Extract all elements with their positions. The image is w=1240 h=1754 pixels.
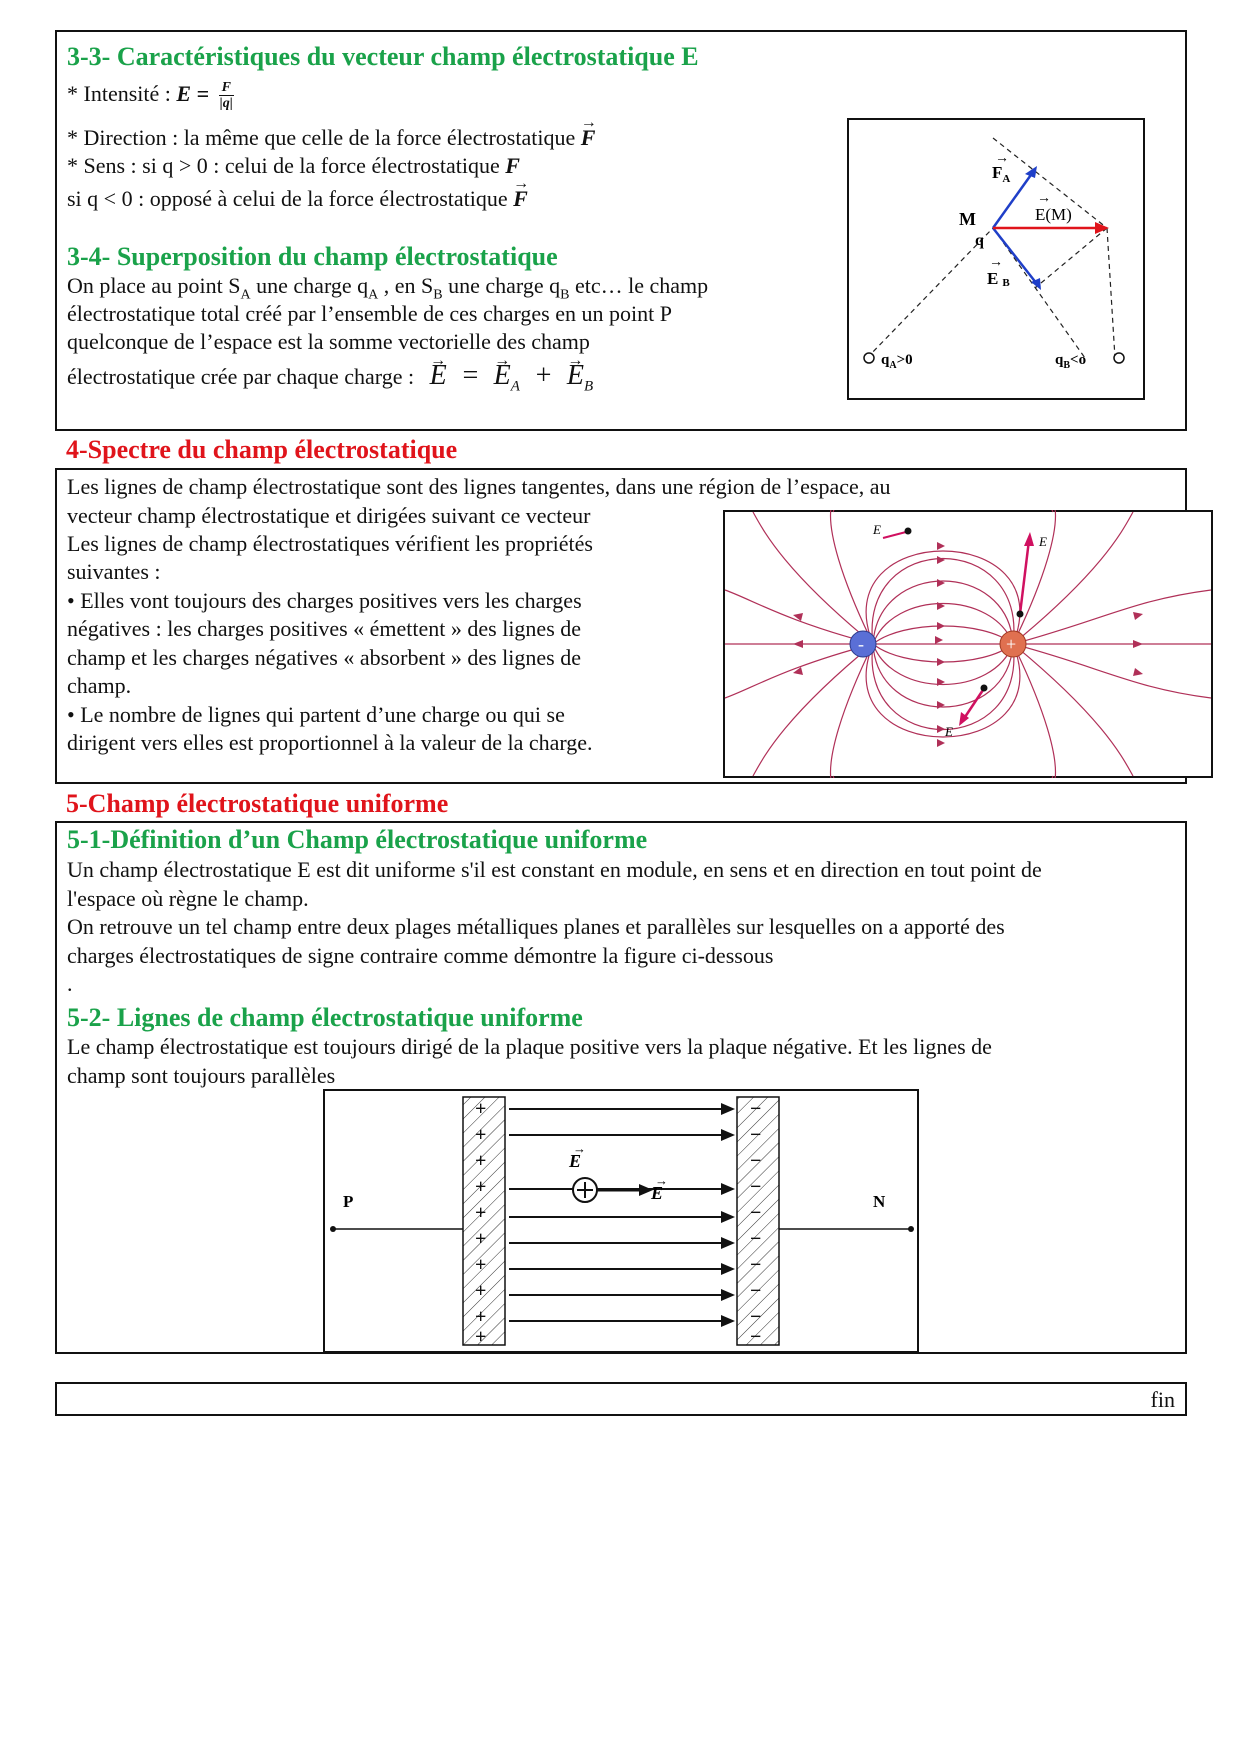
plus-sign: + <box>533 360 553 391</box>
svg-text:+: + <box>475 1228 487 1250</box>
intensity-fraction <box>219 80 234 111</box>
label-n: N <box>873 1192 886 1211</box>
section-3-3-title-text: 3-3- Caractéristiques du vecteur champ électrostatique E <box>67 42 699 71</box>
svg-text:+: + <box>475 1124 487 1146</box>
charge-qb-point <box>1114 353 1124 363</box>
superposition-line-4 <box>67 362 593 401</box>
direction-line <box>67 124 595 153</box>
negative-charge-sign: - <box>858 634 864 654</box>
intensity-label: * Intensité : <box>67 81 171 106</box>
superposition-diagram <box>847 118 1145 400</box>
direction-text: * Direction : la même que celle de la force électrostatique <box>67 125 576 150</box>
point-3 <box>981 685 988 692</box>
definition-line-3: charges électrostatiques de signe contraire comme démontre la figure ci-dessous <box>67 943 774 968</box>
text-fragment: une charge q <box>250 273 369 298</box>
section-4-box <box>55 468 1187 784</box>
plates-frame <box>324 1090 918 1352</box>
spectrum-line-4: • Elles vont toujours des charges positives vers les charges <box>67 588 582 613</box>
subscript-b: B <box>583 378 594 395</box>
terminal-p <box>330 1226 336 1232</box>
svg-text:−: − <box>750 1098 762 1120</box>
label-e-arrow: → <box>573 1141 586 1156</box>
label-e-2: E <box>1039 534 1047 549</box>
point-1 <box>905 528 912 535</box>
label-q: q <box>975 232 984 249</box>
definition-line-0: Un champ électrostatique E est dit uniforme s'il est constant en module, en sens et en direction en tout point de <box>67 857 1042 882</box>
vector-f-symbol: F → <box>581 124 596 153</box>
vector-e-a: E → <box>494 362 511 391</box>
vector-f-symbol: F → <box>513 185 528 214</box>
intensity-formula: E = <box>176 81 210 106</box>
superposition-text: électrostatique crée par chaque charge : <box>67 364 415 389</box>
subscript: B <box>433 287 443 303</box>
spectrum-line-0: Les lignes de champ électrostatique sont des lignes tangentes, dans une région de l’espace, au <box>67 474 891 499</box>
svg-text:+: + <box>475 1306 487 1328</box>
uniform-line-0: Le champ électrostatique est toujours dirigé de la plaque positive vers la plaque négative. Et les lignes de <box>67 1034 992 1059</box>
intensity-line <box>67 80 234 111</box>
label-fa: $F_A$ <box>992 163 1011 185</box>
svg-text:−: − <box>750 1306 762 1328</box>
section-3-4-title-text: 3-4- Superposition du champ électrostatique <box>67 242 558 271</box>
text-fragment: une charge q <box>442 273 561 298</box>
svg-text:+: + <box>475 1150 487 1172</box>
fraction-numerator: F <box>219 80 234 96</box>
force-f-symbol: F <box>505 153 520 178</box>
svg-text:−: − <box>750 1150 762 1172</box>
superposition-line-3: quelconque de l’espace est la somme vectorielle des champ <box>67 329 590 354</box>
svg-text:−: − <box>750 1254 762 1276</box>
terminal-n <box>908 1226 914 1232</box>
section-4-title: 4-Spectre du champ électrostatique <box>66 435 458 464</box>
label-e-1: E <box>873 522 881 537</box>
sens-line <box>67 152 520 181</box>
sens-text: * Sens : si q > 0 : celui de la force électrostatique <box>67 153 500 178</box>
svg-text:+: + <box>475 1098 487 1120</box>
vector-e-b: E → <box>567 362 584 391</box>
text-fragment: etc… le champ <box>569 273 709 298</box>
footer-box <box>55 1382 1187 1416</box>
definition-line-2: On retrouve un tel champ entre deux plages métalliques planes et parallèles sur lesquelles on a apporté des <box>67 914 1005 939</box>
spectrum-line-9: dirigent vers elles est proportionnel à la valeur de la charge. <box>67 730 593 755</box>
svg-text:−: − <box>750 1202 762 1224</box>
charge-qa-point <box>864 353 874 363</box>
footer-text: fin <box>1150 1387 1175 1412</box>
superposition-formula <box>429 360 594 395</box>
equals-sign: = <box>460 360 480 391</box>
svg-text:+: + <box>475 1176 487 1198</box>
svg-text:−: − <box>750 1176 762 1198</box>
spectrum-line-1: vecteur champ électrostatique et dirigées suivant ce vecteur <box>67 503 591 528</box>
label-force-vector: E <box>651 1183 664 1203</box>
label-e-field: E <box>569 1151 582 1171</box>
uniform-field-diagram <box>323 1089 919 1353</box>
text-fragment: On place au point S <box>67 273 241 298</box>
label-em: E(M) <box>1035 205 1072 224</box>
fraction-denominator: |q| <box>219 96 233 112</box>
svg-text:−: − <box>750 1326 762 1348</box>
svg-text:−: − <box>750 1124 762 1146</box>
svg-text:−: − <box>750 1280 762 1302</box>
label-force-arrow: → <box>655 1173 668 1188</box>
point-2 <box>1017 611 1024 618</box>
label-qb: $q_B<o$ <box>1055 352 1087 371</box>
section-5-box <box>55 821 1187 1354</box>
label-e-3: E <box>945 724 953 739</box>
uniform-line-1: champ sont toujours parallèles <box>67 1063 336 1088</box>
superposition-line-2: électrostatique total créé par l’ensemble de ces charges en un point P <box>67 301 672 326</box>
definition-line-4: . <box>67 971 73 996</box>
section-5-1-title: 5-1-Définition d’un Champ électrostatique uniforme <box>67 825 648 854</box>
subscript: A <box>240 287 251 303</box>
subscript: A <box>368 287 379 303</box>
svg-text:+: + <box>475 1202 487 1224</box>
label-qa: $q_A>0$ <box>881 352 913 371</box>
spectrum-line-8: • Le nombre de lignes qui partent d’une charge ou qui se <box>67 702 565 727</box>
spectrum-line-6: champ et les charges négatives « absorbent » des lignes de <box>67 645 581 670</box>
label-eb-arrow: → <box>989 255 1003 270</box>
label-eb: E B <box>987 269 1010 289</box>
svg-text:−: − <box>750 1228 762 1250</box>
dipole-field-diagram <box>723 510 1213 778</box>
label-em-arrow: → <box>1037 191 1051 206</box>
section-3-4-title <box>67 242 558 272</box>
spectrum-line-3: suivantes : <box>67 559 161 584</box>
svg-text:+: + <box>475 1326 487 1348</box>
section-3-box <box>55 30 1187 431</box>
definition-line-1: l'espace où règne le champ. <box>67 886 309 911</box>
sens-negative-line <box>67 185 528 214</box>
svg-text:+: + <box>475 1280 487 1302</box>
spectrum-line-5: négatives : les charges positives « émettent » des lignes de <box>67 616 582 641</box>
section-5-title: 5-Champ électrostatique uniforme <box>66 789 449 818</box>
svg-text:+: + <box>475 1254 487 1276</box>
spectrum-line-7: champ. <box>67 673 132 698</box>
subscript-a: A <box>510 378 520 395</box>
label-m: M <box>959 209 976 229</box>
spectrum-line-2: Les lignes de champ électrostatiques vérifient les propriétés <box>67 531 593 556</box>
label-p: P <box>343 1192 354 1211</box>
label-fa-arrow: → <box>995 151 1009 166</box>
text-fragment: , en S <box>378 273 434 298</box>
sens-negative-text: si q < 0 : opposé à celui de la force électrostatique <box>67 186 508 211</box>
vector-e-total: E → <box>430 362 447 391</box>
section-5-2-title: 5-2- Lignes de champ électrostatique uniforme <box>67 1003 583 1032</box>
subscript: B <box>560 287 570 303</box>
section-3-3-title <box>67 42 699 72</box>
positive-charge-sign: + <box>1006 634 1017 654</box>
